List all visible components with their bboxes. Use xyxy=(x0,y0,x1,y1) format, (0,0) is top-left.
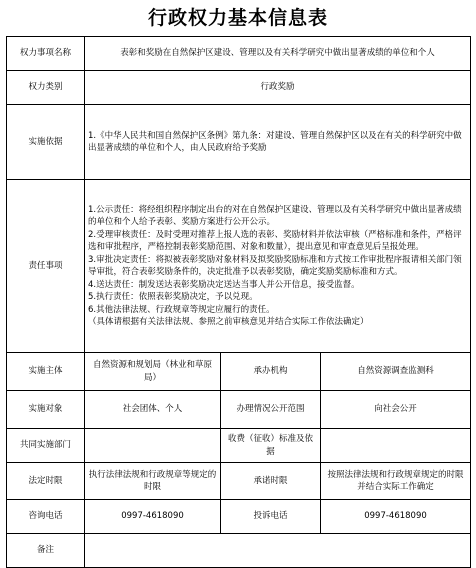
document-title: 行政权力基本信息表 xyxy=(147,7,328,29)
duty-item-5: 5.执行责任：依照表彰奖励决定，予以兑现。 xyxy=(88,292,258,302)
value-joint xyxy=(85,429,221,463)
duty-item-3: 3.审批决定责任：将拟被表彰奖励对象材料及拟奖励奖励标准和方式按工作审批程序报请相关部门领导审批，符合表彰奖励条件的，决定批准予以表彰奖励，确定奖励奖励标准和方式。 xyxy=(88,254,462,277)
duty-item-6: 6.其他法律法规、行政规章等规定应履行的责任。 xyxy=(88,304,275,315)
row-subject xyxy=(7,353,471,391)
label-target: 实施对象 xyxy=(7,391,85,429)
value-basis: 1.《中华人民共和国自然保护区条例》第九条：对建设、管理自然保护区以及在有关的科学研究中做出显著成绩的单位和个人，由人民政府给予奖励 xyxy=(85,105,471,180)
label-category: 权力类别 xyxy=(7,71,85,105)
value-duty xyxy=(85,180,471,353)
label-joint: 共同实施部门 xyxy=(7,429,85,463)
duty-item-7: （具体请根据有关法律法规、参照之前审核意见并结合实际工作依法确定） xyxy=(88,317,369,327)
row-legal-time xyxy=(7,463,471,500)
value-agency: 自然资源调查监测科 xyxy=(321,353,471,391)
value-disclosure: 向社会公开 xyxy=(321,391,471,429)
value-phone: 0997-4618090 xyxy=(85,500,221,534)
value-legal-time: 执行法律法规和行政规章等规定的时限 xyxy=(85,463,221,500)
value-complaint: 0997-4618090 xyxy=(321,500,471,534)
value-promise-time: 按照法律法规和行政规章规定的时限并结合实际工作确定 xyxy=(321,463,471,500)
row-remark xyxy=(7,534,471,568)
value-subject: 自然资源和规划局（林业和草原局） xyxy=(85,353,221,391)
label-legal-time: 法定时限 xyxy=(7,463,85,500)
row-basis xyxy=(7,105,471,180)
row-target xyxy=(7,391,471,429)
label-complaint: 投诉电话 xyxy=(221,500,321,534)
label-fee: 收费（征收）标准及依据 xyxy=(221,429,321,463)
duty-item-4: 4.送达责任：制发送达表彰奖励决定送达当事人并公开信息，接受监督。 xyxy=(88,279,360,290)
duty-item-2: 2.受理审核责任：及时受理对推荐上报人选的表彰、奖励材料并依法审核（严格标准和条件，严格评选和审批程序，严格控制表彰奖励范围、对象和数量），提出意见和审查意见后呈报处理。 xyxy=(88,229,462,252)
label-remark: 备注 xyxy=(7,534,85,568)
label-duty: 责任事项 xyxy=(7,180,85,353)
row-name xyxy=(7,37,471,71)
label-disclosure: 办理情况公开范围 xyxy=(221,391,321,429)
row-phone xyxy=(7,500,471,534)
duty-item-1: 1.公示责任：将经组织程序制定出台的对在自然保护区建设、管理以及有关科学研究中做出显著成绩的单位和个人给予表彰、奖励方案进行公开公示。 xyxy=(88,204,462,227)
info-table xyxy=(6,36,471,568)
label-phone: 咨询电话 xyxy=(7,500,85,534)
label-promise-time: 承诺时限 xyxy=(221,463,321,500)
label-basis: 实施依据 xyxy=(7,105,85,180)
value-target: 社会团体、个人 xyxy=(85,391,221,429)
value-name: 表彰和奖励在自然保护区建设、管理以及有关科学研究中做出显著成绩的单位和个人 xyxy=(85,37,471,71)
row-joint xyxy=(7,429,471,463)
label-subject: 实施主体 xyxy=(7,353,85,391)
label-agency: 承办机构 xyxy=(221,353,321,391)
row-category xyxy=(7,71,471,105)
row-duty xyxy=(7,180,471,353)
value-remark xyxy=(85,534,471,568)
value-fee xyxy=(321,429,471,463)
label-name: 权力事项名称 xyxy=(7,37,85,71)
value-category: 行政奖励 xyxy=(85,71,471,105)
